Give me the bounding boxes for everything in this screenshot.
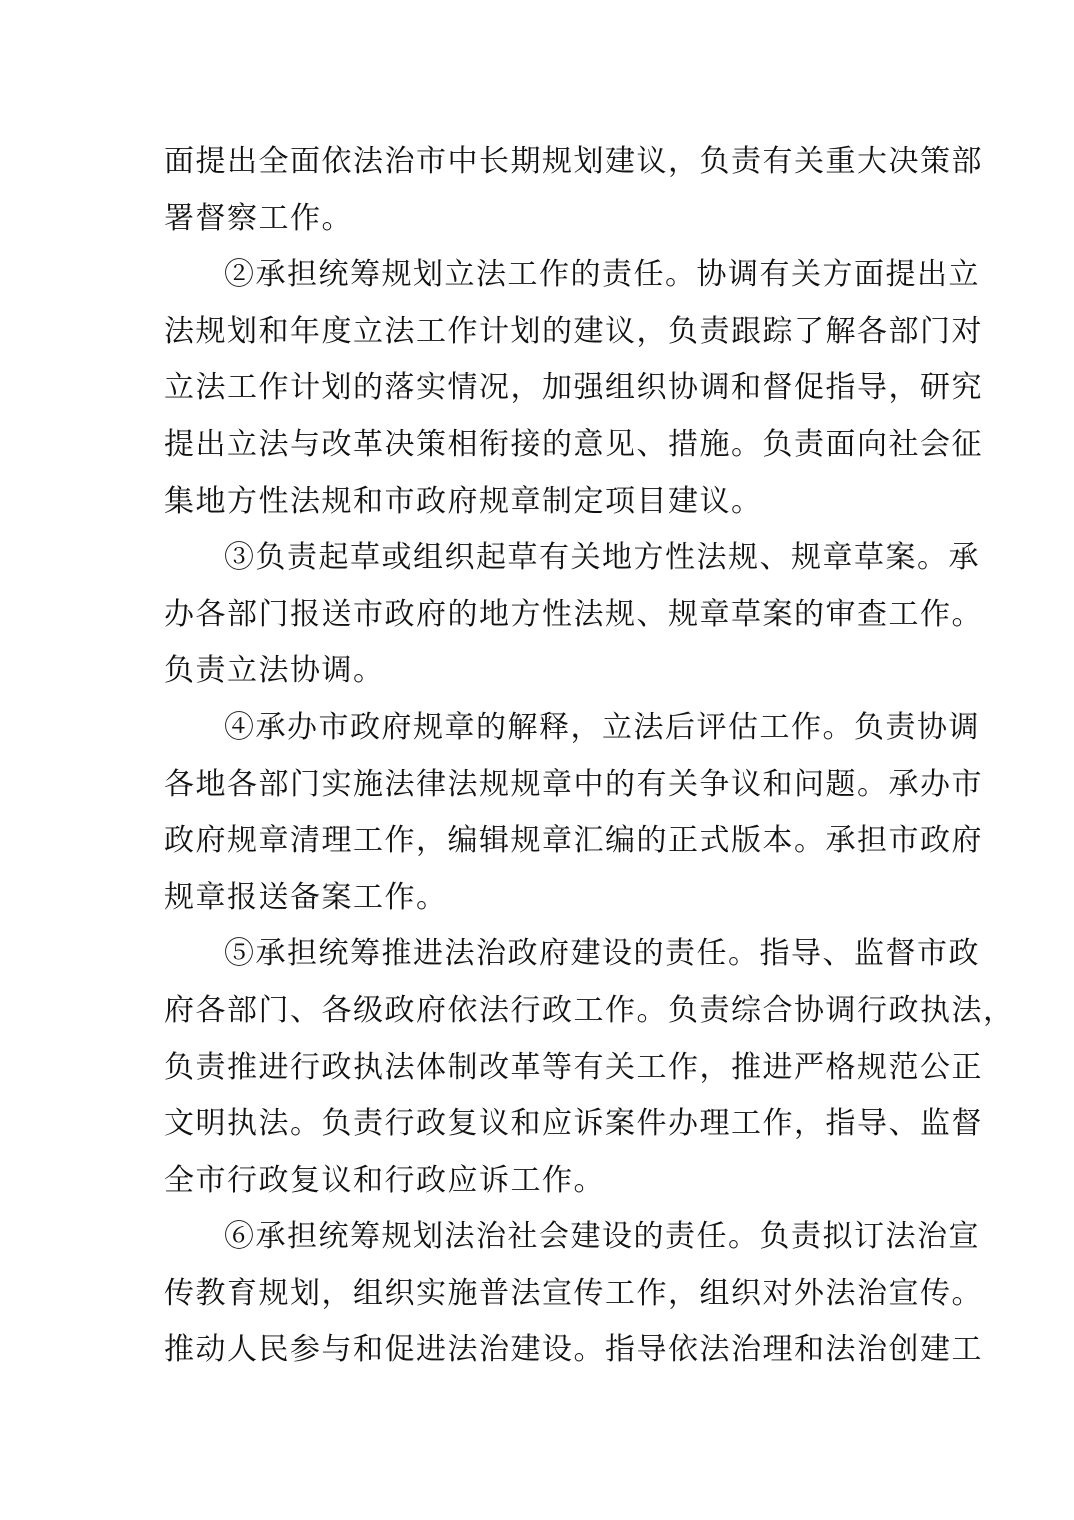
paragraph-item-4 <box>164 700 983 926</box>
text-line: ⑤承担统筹推进法治政府建设的责任。指导、监督市政 <box>224 936 980 972</box>
text-line: ②承担统筹规划立法工作的责任。协调有关方面提出立 <box>224 257 980 293</box>
text-line: 文明执法。负责行政复议和应诉案件办理工作，指导、监督 <box>164 1106 983 1142</box>
paragraph-item-5 <box>164 926 1015 1209</box>
paragraph-item-6 <box>164 1209 983 1379</box>
text-line: 法规划和年度立法工作计划的建议，负责跟踪了解各部门对 <box>164 313 983 349</box>
text-line: 传教育规划，组织实施普法宣传工作，组织对外法治宣传。 <box>164 1275 983 1311</box>
paragraph-item-2 <box>164 247 983 530</box>
text-line: 全市行政复议和行政应诉工作。 <box>164 1162 605 1198</box>
text-line: 推动人民参与和促进法治建设。指导依法治理和法治创建工 <box>164 1332 983 1368</box>
text-line: 各地各部门实施法律法规规章中的有关争议和问题。承办市 <box>164 766 983 802</box>
text-line: 署督察工作。 <box>164 200 353 236</box>
document-body <box>164 134 1015 1379</box>
paragraph-item-3 <box>164 530 983 700</box>
text-line: 负责立法协调。 <box>164 653 385 689</box>
text-line: 立法工作计划的落实情况，加强组织协调和督促指导，研究 <box>164 370 983 406</box>
text-line: 面提出全面依法治市中长期规划建议，负责有关重大决策部 <box>164 144 983 179</box>
text-line: 提出立法与改革决策相衔接的意见、措施。负责面向社会征 <box>164 426 983 462</box>
text-line: ⑥承担统筹规划法治社会建设的责任。负责拟订法治宣 <box>224 1219 980 1255</box>
text-line: 府各部门、各级政府依法行政工作。负责综合协调行政执法， <box>164 992 1015 1028</box>
text-line: ④承办市政府规章的解释，立法后评估工作。负责协调 <box>224 709 980 745</box>
text-line: 负责推进行政执法体制改革等有关工作，推进严格规范公正 <box>164 1049 983 1085</box>
text-line: 集地方性法规和市政府规章制定项目建议。 <box>164 483 763 519</box>
text-line: ③负责起草或组织起草有关地方性法规、规章草案。承 <box>224 540 980 576</box>
text-line: 规章报送备案工作。 <box>164 879 448 915</box>
paragraph-continuation <box>164 134 983 247</box>
text-line: 办各部门报送市政府的地方性法规、规章草案的审查工作。 <box>164 596 983 632</box>
text-line: 政府规章清理工作，编辑规章汇编的正式版本。承担市政府 <box>164 823 983 859</box>
